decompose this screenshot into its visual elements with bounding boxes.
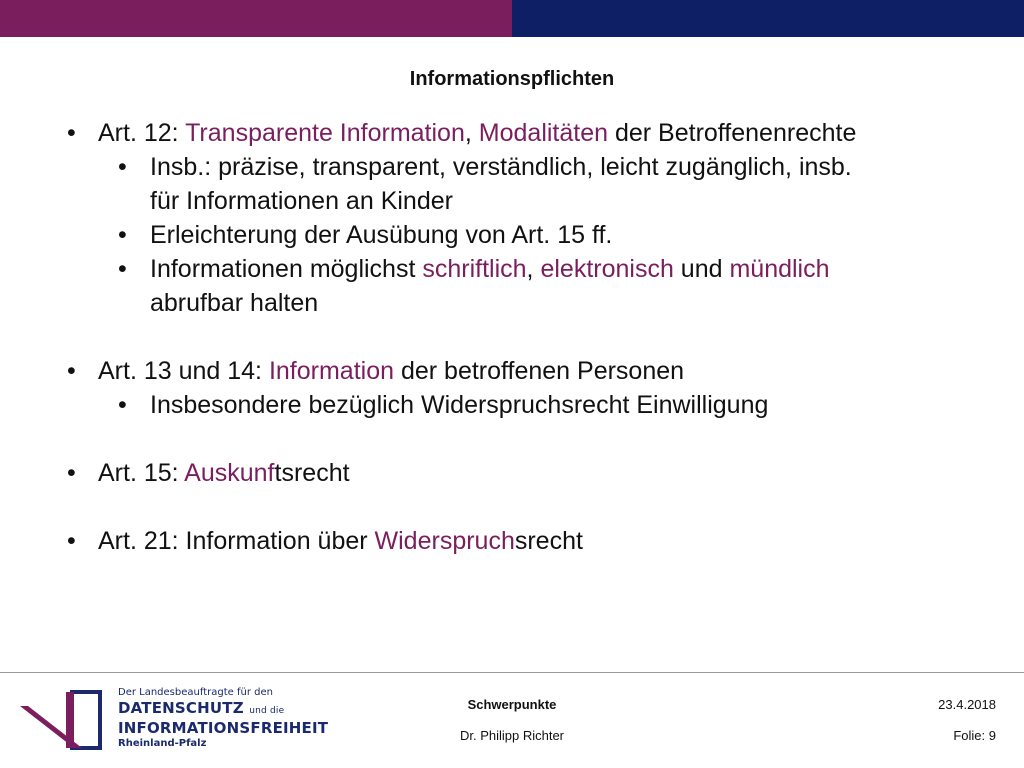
bullet-text: für Informationen an Kinder	[150, 187, 453, 215]
bullet-text: Erleichterung der Ausübung von Art. 15 ff.	[150, 221, 613, 249]
bullet-text: tsrecht	[274, 459, 350, 487]
logo-line-1: Der Landesbeauftragte für den	[118, 687, 273, 698]
bullet-marker: •	[67, 357, 76, 385]
organization-logo	[20, 686, 329, 752]
footer-slide-number: Folie: 9	[953, 728, 996, 743]
bullet-marker: •	[118, 153, 127, 181]
logo-line-3: INFORMATIONSFREIHEIT	[118, 719, 329, 737]
bullet-marker: •	[67, 459, 76, 487]
bullet-text: der Betroffenenrechte	[608, 119, 857, 147]
subbullet-informationen	[0, 252, 1024, 320]
highlight-modalitaeten: Modalitäten	[478, 119, 609, 147]
top-banner	[0, 0, 1024, 37]
bullet-marker: •	[118, 221, 127, 249]
highlight-elektronisch: elektronisch	[540, 255, 674, 283]
logo-text	[118, 686, 328, 750]
bullet-text: ,	[526, 255, 541, 283]
bullet-marker: •	[118, 391, 127, 419]
highlight-information: Information	[268, 357, 395, 385]
top-banner-left	[0, 0, 512, 37]
logo-und-die: und die	[249, 706, 285, 716]
highlight-muendlich: mündlich	[729, 255, 830, 283]
top-banner-right	[512, 0, 1024, 37]
highlight-widerspruch: Widerspruch	[374, 527, 515, 555]
bullet-text: Informationen möglichst	[150, 255, 423, 283]
highlight-auskunf: Auskunf	[184, 459, 275, 487]
bullet-text: ,	[464, 119, 479, 147]
bullet-text: der betroffenen Personen	[394, 357, 685, 385]
bullet-art-13-14	[0, 354, 1024, 388]
logo-line-2	[118, 700, 328, 720]
subbullet-insbesondere	[0, 388, 1024, 422]
logo-datenschutz: DATENSCHUTZ	[118, 699, 244, 717]
bullet-text: Art. 15:	[98, 459, 185, 487]
highlight-transparente-information: Transparente Information	[185, 119, 465, 147]
bullet-text: Art. 13 und 14:	[98, 357, 269, 385]
bullet-text: srecht	[514, 527, 583, 555]
bullet-marker: •	[67, 527, 76, 555]
bullet-text: Insb.: präzise, transparent, verständlich, leicht zugänglich, insb.	[150, 153, 852, 181]
subbullet-insb	[0, 150, 1024, 218]
logo-line-4: Rheinland-Pfalz	[118, 738, 207, 749]
bullet-art-15	[0, 456, 1024, 490]
bullet-marker: •	[67, 119, 76, 147]
bullet-text: abrufbar halten	[150, 289, 319, 317]
slide-title: Informationspflichten	[409, 68, 615, 90]
bullet-text: Art. 21: Information über	[98, 527, 375, 555]
footer-date: 23.4.2018	[938, 697, 996, 712]
slide-content	[0, 116, 1024, 558]
subbullet-erleichterung	[0, 218, 1024, 252]
bullet-art-12	[0, 116, 1024, 150]
footer-author: Dr. Philipp Richter	[459, 728, 565, 743]
footer-divider	[0, 672, 1024, 673]
highlight-schriftlich: schriftlich	[422, 255, 527, 283]
bullet-text: und	[673, 255, 730, 283]
bullet-marker: •	[118, 255, 127, 283]
logo-mark-icon	[20, 690, 104, 750]
bullet-art-21	[0, 524, 1024, 558]
footer-section: Schwerpunkte	[467, 697, 557, 712]
bullet-text: Art. 12:	[98, 119, 186, 147]
bullet-text: Insbesondere bezüglich Widerspruchsrecht Einwilligung	[150, 391, 769, 419]
